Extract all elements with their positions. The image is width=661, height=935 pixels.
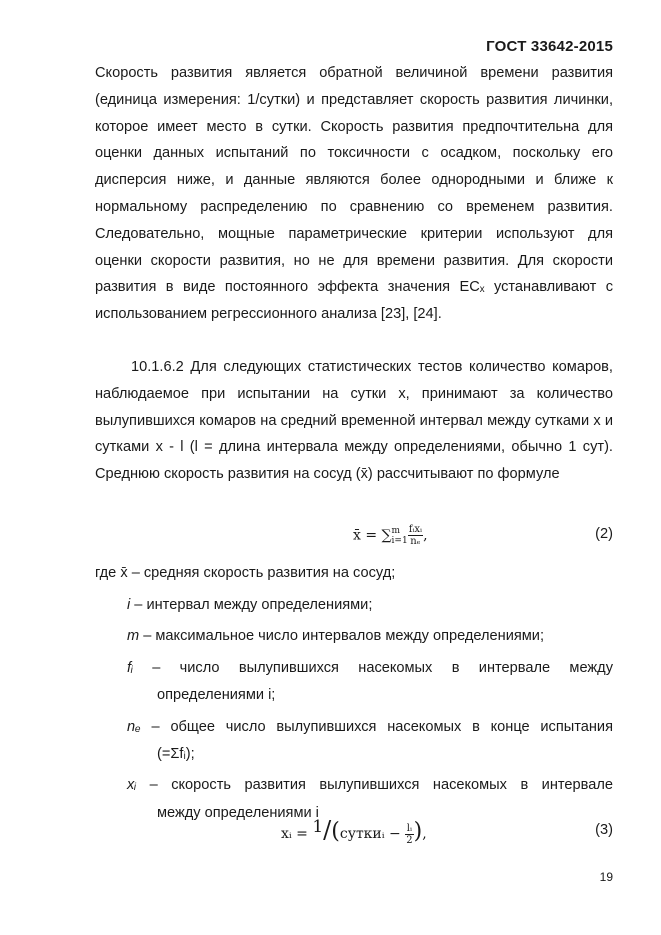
- formula-3-open-paren: (: [331, 819, 340, 844]
- equation-number-2: (2): [595, 526, 613, 542]
- sum-upper-limit: m: [391, 525, 401, 536]
- equation-number-3: (3): [595, 822, 613, 838]
- formula-3-fraction: [405, 823, 413, 846]
- definition-item: [127, 592, 613, 619]
- formula-3-close-paren: ): [413, 819, 423, 844]
- sum-symbol: ∑: [381, 527, 392, 544]
- sum-lower-limit: i=1: [391, 535, 408, 546]
- definition-symbol: m: [127, 628, 140, 645]
- definition-continuation: (=Σfᵢ);: [157, 746, 195, 763]
- formula-3-comma: ,: [422, 826, 427, 842]
- paragraph-10-1-6-2: 10.1.6.2 Для следующих статистических тестов количество комаров, наблюдаемое при испытании на сутки x, принимают за количество вылупившихся комаров на средний временной интервал между сутками x и сутками x - l (l = длина интервала между определениями, обычно 1 сут). Среднюю скорость развития на сосуд (x̄) рассчитывают по формуле: [95, 359, 613, 483]
- fraction-numerator: lᵢ: [406, 822, 413, 834]
- standard-header: ГОСТ 33642-2015: [486, 38, 613, 55]
- definition-continuation: между определениями i: [157, 804, 319, 821]
- formula-3-row: [95, 816, 613, 850]
- definition-text: – скорость развития вылупившихся насекомых в интервале: [136, 777, 613, 794]
- definition-continuation: определениями i;: [157, 687, 276, 704]
- definition-list: [127, 592, 613, 831]
- definition-symbol: nₑ: [127, 718, 141, 735]
- definition-item: [127, 714, 613, 769]
- where-line: где x̄ – средняя скорость развития на сосуд;: [95, 565, 396, 581]
- fraction-denominator: 2: [406, 834, 413, 846]
- formula-2-lhs: x̄ =: [353, 527, 382, 544]
- definition-text: – число вылупившихся насекомых в интервале между: [132, 659, 613, 676]
- formula-3: [281, 816, 427, 846]
- formula-2-fraction: [408, 524, 423, 547]
- definition-text: – общее число вылупившихся насекомых в конце испытания: [140, 718, 613, 735]
- formula-3-one: 1: [312, 817, 324, 837]
- formula-3-slash: /: [323, 816, 332, 844]
- definition-text: – интервал между определениями;: [130, 597, 373, 613]
- formula-3-lhs: xᵢ =: [281, 826, 313, 842]
- fraction-denominator: nₑ: [410, 536, 421, 547]
- formula-2-comma: ,: [423, 527, 428, 544]
- definition-symbol: xᵢ: [127, 777, 137, 794]
- definition-text: – максимальное число интервалов между определениями;: [139, 628, 545, 645]
- definition-symbol: i: [127, 597, 131, 613]
- formula-3-days: суткиᵢ −: [339, 826, 406, 842]
- page-number: 19: [599, 870, 613, 884]
- definition-item: [127, 655, 613, 710]
- definition-item: [127, 623, 613, 650]
- paragraph-development-rate: Скорость развития является обратной величиной времени развития (единица измерения: 1/сутки) и представляет скорость развития личинки, которое имеет место в сутки. Скорость развития предпочтительна для оценки данных испытаний по токсичности с осадком, поскольку его дисперсия ниже, и данные являются более однородными и ближе к нормальному распределению по сравнению со временем развития. Следовательно, мощные параметрические критерии используют для оценки скорости развития, но не для времени развития. Для скорости развития в виде постоянного эффекта значения ECₓ устанавливают с использованием регрессионного анализа [23], [24].: [95, 65, 613, 323]
- formula-2: [353, 524, 428, 547]
- fraction-numerator: fᵢxᵢ: [408, 524, 423, 535]
- formula-2-row: [95, 520, 613, 554]
- definition-symbol: fᵢ: [127, 659, 133, 676]
